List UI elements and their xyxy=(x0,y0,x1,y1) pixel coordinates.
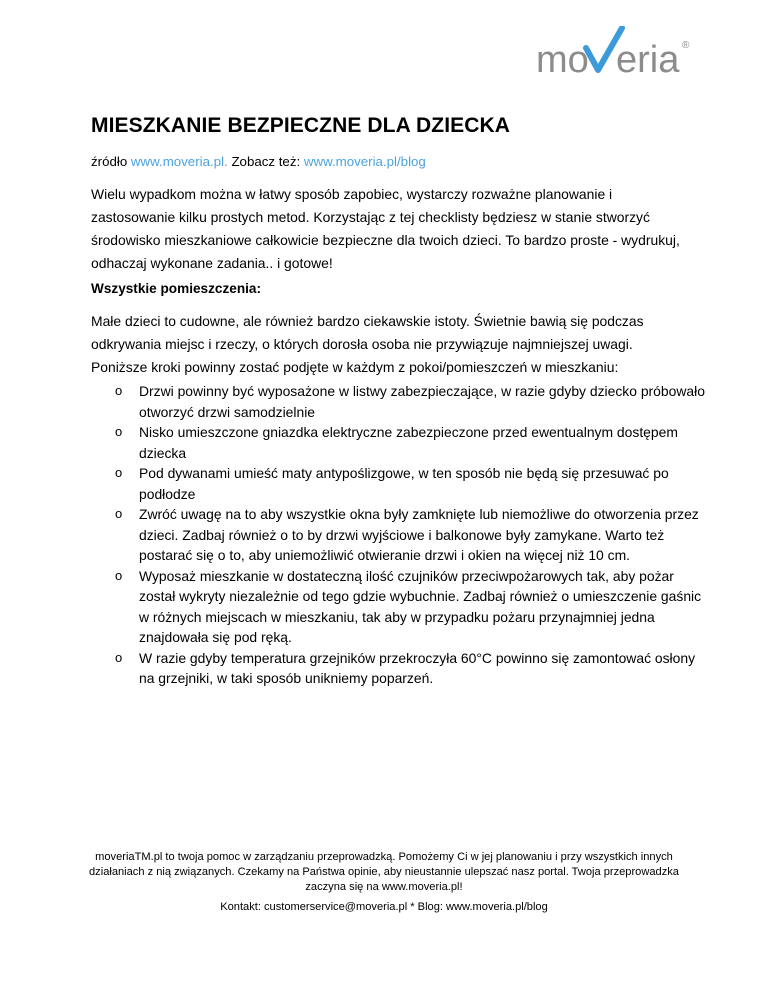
bullet-icon: o xyxy=(115,383,123,398)
checklist xyxy=(115,381,705,689)
page-title: MIESZKANIE BEZPIECZNE DLA DZIECKA xyxy=(91,114,511,137)
bullet-icon: o xyxy=(115,567,123,583)
list-item-text: Zwróć uwagę na to aby wszystkie okna były zamknięte lub niemożliwe do otworzenia przez dzieci. Zadbaj również o to by drzwi wyjściowe i balkonowe były zamykane. Warto też postarać się o to, aby uniemożliwić otwieranie drzwi i okien na więcej niż 10 cm. xyxy=(139,506,699,563)
list-item xyxy=(115,381,705,422)
logo-text-eria: eria xyxy=(616,39,680,81)
logo-text-mo: mo xyxy=(536,39,589,81)
list-item-text: W razie gdyby temperatura grzejników przekroczyła 60°C powinno się zamontować osłony na grzejniki, w taki sposób unikniemy poparzeń. xyxy=(139,649,696,686)
list-item-text: Wyposaż mieszkanie w dostateczną ilość czujników przeciwpożarowych tak, aby pożar został wykryty niezależnie od tego gdzie wybuchnie. Zadbaj również o umieszczenie gaśnic w różnych miejscach w mieszkaniu, tak aby w przypadku pożaru przynajmniej jedna znajdowała się pod ręką. xyxy=(139,567,702,645)
list-item xyxy=(115,566,705,648)
bullet-icon: o xyxy=(115,465,123,480)
see-also-label: Zobacz też: xyxy=(231,154,301,169)
page-footer xyxy=(70,850,698,915)
list-item xyxy=(115,648,705,689)
source-line xyxy=(91,154,426,169)
footer-text: moveriaTM.pl to twoja pomoc w zarządzaniu przeprowadzką. Pomożemy Ci w jej planowaniu i przy wszystkich innych działaniach z nią związanych. Czekamy na Państwa opinie, aby nieustannie ulepszać nasz portal. Twoja przeprowadzka zaczyna się na www.moveria.pl! xyxy=(89,851,679,893)
section-heading: Wszystkie pomieszczenia: xyxy=(91,281,261,296)
source-label: źródło xyxy=(91,154,128,169)
bullet-icon: o xyxy=(115,424,123,439)
section-intro-paragraph: Małe dzieci to cudowne, ale również bardzo ciekawskie istoty. Świetnie bawią się podczas odkrywania miejsc i rzeczy, o których dorosła osoba nie przywiązuje najmniejszej uwagi. Poniższe kroki powinny zostać podjęte w każdym z pokoi/pomieszczeń w mieszkaniu: xyxy=(91,313,644,375)
list-item-text: Pod dywanami umieść maty antypoślizgowe, w ten sposób nie będą się przesuwać po podłodze xyxy=(139,465,669,502)
footer-contact: Kontakt: customerservice@moveria.pl * Blog: www.moveria.pl/blog xyxy=(220,901,548,913)
bullet-icon: o xyxy=(115,649,123,665)
list-item xyxy=(115,504,705,566)
moveria-logo xyxy=(536,26,696,82)
list-item xyxy=(115,422,705,463)
list-item-text: Drzwi powinny być wyposażone w listwy zabezpieczające, w razie gdyby dziecko próbowało otworzyć drzwi samodzielnie xyxy=(139,383,705,420)
intro-paragraph: Wielu wypadkom można w łatwy sposób zapobiec, wystarczy rozważne planowanie i zastosowanie kilku prostych metod. Korzystając z tej checklisty będziesz w stanie stworzyć środowisko mieszkaniowe całkowicie bezpieczne dla twoich dzieci. To bardzo proste - wydrukuj, odhaczaj wykonane zadania.. i gotowe! xyxy=(91,186,680,271)
bullet-icon: o xyxy=(115,506,123,521)
list-item xyxy=(115,463,705,504)
logo-registered-mark: ® xyxy=(682,40,690,51)
blog-link[interactable]: www.moveria.pl/blog xyxy=(303,154,426,169)
list-item-text: Nisko umieszczone gniazdka elektryczne zabezpieczone przed ewentualnym dostępem dziecka xyxy=(139,424,678,461)
source-link[interactable]: www.moveria.pl. xyxy=(130,154,228,169)
